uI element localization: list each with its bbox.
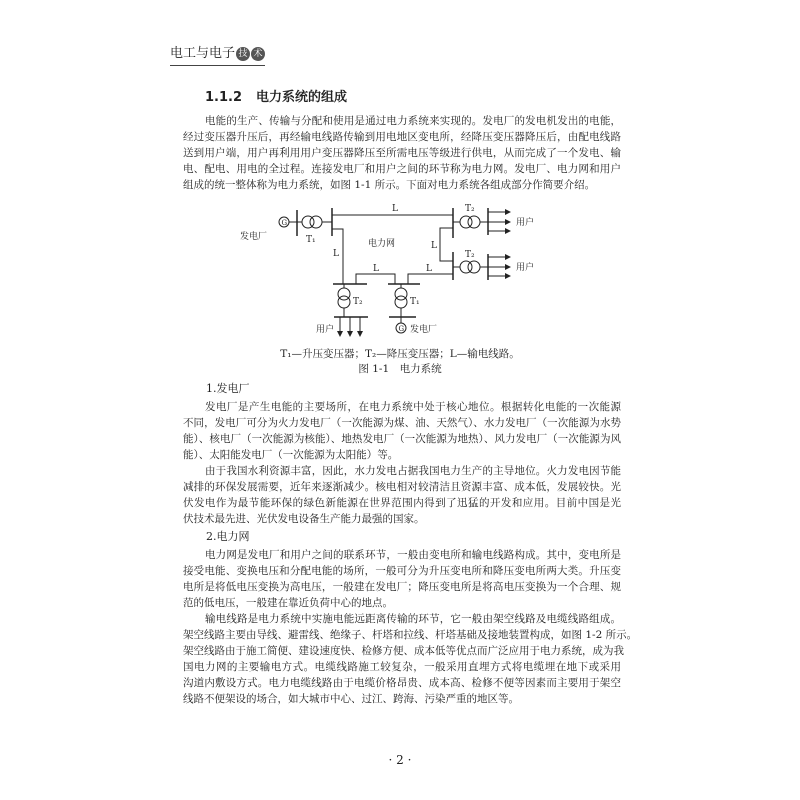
text-line: 接受电能、变换电压和分配电能的场所，一般可分为升压变电所和降压变电所两大类。升压变	[183, 565, 621, 577]
paragraph-hydro	[183, 463, 621, 527]
t2-label: T₂	[353, 297, 363, 307]
text-line: 范的低电压，一般建在靠近负荷中心的地点。	[183, 597, 393, 609]
paragraph-power-grid	[183, 547, 621, 611]
user-label: 用户	[516, 218, 535, 228]
grid-label: 电力网	[368, 239, 396, 249]
subheading-power-grid: 2.电力网	[206, 530, 250, 543]
text-line: 线路不便架设的场合，如大城市中心、过江、跨海、污染严重的地区等。	[183, 693, 519, 705]
t1-label: T₁	[410, 297, 420, 307]
text-line: 组成的统一整体称为电力系统，如图 1-1 所示。下面对电力系统各组成部分作简要介绍。	[183, 179, 596, 191]
page-number: · 2 ·	[388, 753, 412, 767]
text-line: 伏技术最先进、光伏发电设备生产能力最强的国家。	[183, 513, 425, 525]
text-line: 电力网是发电厂和用户之间的联系环节，一般由变电所和输电线路构成。其中，变电所是	[205, 549, 621, 561]
plant-label: 发电厂	[410, 325, 438, 335]
section-number: 1.1.2	[205, 90, 243, 105]
section-heading	[205, 90, 361, 106]
text-line: 由于我国水利资源丰富，因此，水力发电占据我国电力生产的主导地位。火力发电因节能	[205, 465, 621, 477]
text-line: 经过变压器升压后，再经输电线路传输到用电地区变电所，经降压变压器降压后，由配电线路	[183, 131, 621, 143]
section-title: 电力系统的组成	[256, 90, 348, 105]
line-label: L	[431, 241, 437, 251]
line-label: L	[373, 264, 379, 274]
generator-label: G	[398, 325, 405, 333]
line-label: L	[333, 249, 339, 259]
t2-label: T₂	[465, 250, 475, 260]
text-line: 电、配电、用电的全过程。连接发电厂和用户之间的环节称为电力网。发电厂、电力网和用户	[183, 163, 621, 175]
text-line: 输电线路是电力系统中实施电能远距离传输的环节，它一般由架空线路及电缆线路组成。	[205, 613, 621, 625]
text-line: 减排的环保发展需要，近年来逐渐减少。核电相对较清洁且资源丰富、成本低，发展较快。光	[183, 481, 621, 493]
power-system-diagram	[240, 200, 570, 345]
paragraph-intro	[183, 113, 621, 193]
text-line: 发电厂是产生电能的主要场所，在电力系统中处于核心地位。根据转化电能的一次能源	[205, 401, 621, 413]
text-line: 国电力网的主要输电方式。电缆线路施工较复杂，一般采用直埋方式将电缆埋在地下或采用	[183, 661, 621, 673]
paragraph-transmission	[183, 611, 638, 707]
user-label: 用户	[316, 325, 335, 335]
plant-label: 发电厂	[240, 232, 268, 242]
text-line: 送到用户端，用户再利用用户变压器降压至所需电压等级进行供电，从而完成了一个发电、输	[183, 147, 621, 159]
subheading-power-plant: 1.发电厂	[206, 382, 250, 395]
text-line: 沟道内敷设方式。电力电缆线路由于电缆价格昂贵、成本高、检修不便等因素而主要用于架空	[183, 677, 621, 689]
figure-legend: T₁—升压变压器；T₂—降压变压器；L—输电线路。	[280, 348, 520, 360]
text-line: 不同，发电厂可分为火力发电厂（一次能源为煤、油、天然气）、水力发电厂（一次能源为水势	[183, 417, 621, 429]
text-line: 伏发电作为最节能环保的绿色新能源在世界范围内得到了迅猛的开发和应用。目前中国是光	[183, 497, 621, 509]
text-line: 架空线路主要由导线、避雷线、绝缘子、杆塔和拉线、杆塔基础及接地装置构成，如图 1-2 所示。	[183, 629, 638, 641]
badge-char: 术	[251, 47, 265, 61]
figure-caption: 图 1-1 电力系统	[358, 363, 442, 375]
text-line: 电能的生产、传输与分配和使用是通过电力系统来实现的。发电厂的发电机发出的电能，	[205, 115, 621, 127]
line-label: L	[392, 204, 398, 214]
t2-label: T₂	[465, 204, 475, 214]
text-line: 架空线路由于施工简便、建设速度快、检修方便、成本低等优点而广泛应用于电力系统，成为我	[183, 645, 624, 657]
t1-label: T₁	[306, 235, 316, 245]
paragraph-power-plant	[183, 399, 621, 463]
running-header	[170, 46, 265, 66]
text-line: 能）、核电厂（一次能源为核能）、地热发电厂（一次能源为地热）、风力发电厂（一次能源为风	[183, 433, 621, 445]
text-line: 电所是将低电压变换为高电压，一般建在发电厂；降压变电所是将高电压变换为一个合理、规	[183, 581, 621, 593]
text-line: 能）、太阳能发电厂（一次能源为太阳能）等。	[183, 449, 399, 461]
generator-label: G	[281, 219, 288, 227]
user-label: 用户	[516, 263, 535, 273]
lower-content	[0, 347, 800, 707]
book-title: 电工与电子	[170, 46, 236, 61]
badge-char: 技	[236, 47, 250, 61]
line-label: L	[426, 264, 432, 274]
